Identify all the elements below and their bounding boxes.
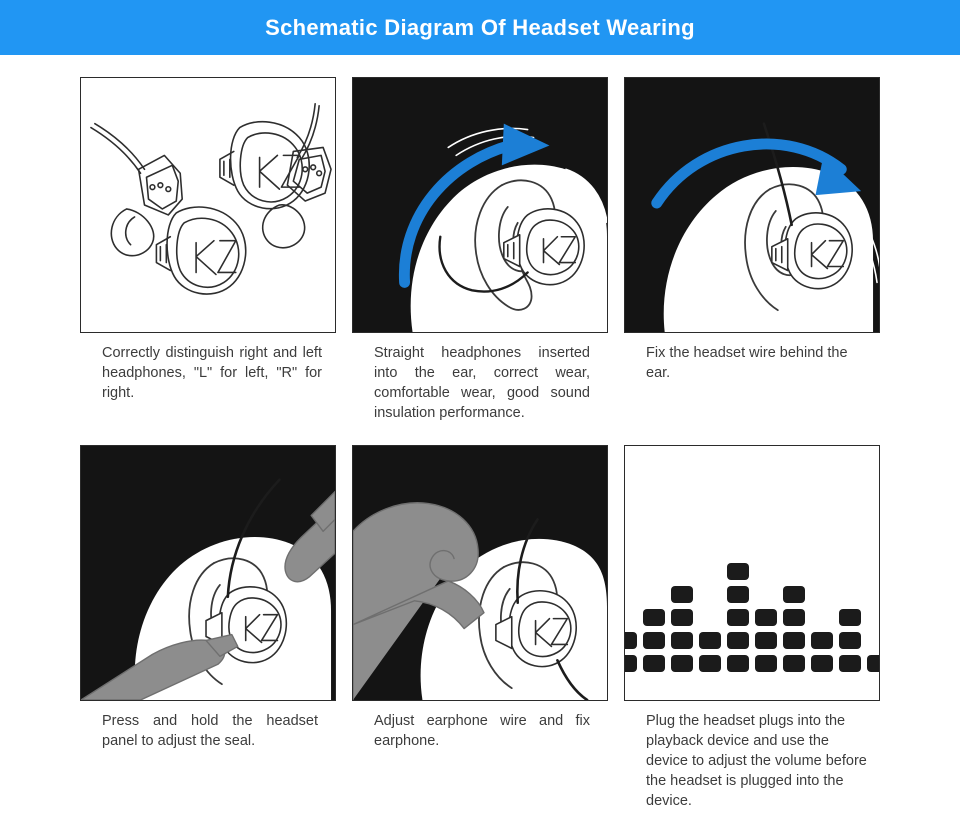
step-card-6 (624, 445, 880, 811)
step-card-1 (80, 77, 336, 423)
step-caption-1: Correctly distinguish right and left headphones, "L" for left, "R" for right. (102, 345, 322, 401)
step-image-1 (80, 77, 336, 333)
equalizer-column (643, 609, 665, 672)
equalizer-block (643, 632, 665, 649)
equalizer-block (727, 655, 749, 672)
equalizer-column (811, 632, 833, 672)
equalizer-block (783, 655, 805, 672)
equalizer-graphic (625, 563, 879, 672)
equalizer-block (811, 655, 833, 672)
step-card-5 (352, 445, 608, 811)
step-card-3 (624, 77, 880, 423)
insert-earphone-illustration (353, 78, 607, 332)
equalizer-block (624, 655, 637, 672)
step-image-2 (352, 77, 608, 333)
step-caption-5: Adjust earphone wire and fix earphone. (374, 713, 590, 749)
equalizer-block (671, 586, 693, 603)
equalizer-block (867, 655, 880, 672)
headphones-pair-illustration (81, 78, 335, 332)
equalizer-block (783, 632, 805, 649)
equalizer-block (755, 655, 777, 672)
equalizer-block (671, 609, 693, 626)
equalizer-column (783, 586, 805, 672)
step-image-6 (624, 445, 880, 701)
step-card-2 (352, 77, 608, 423)
equalizer-block (643, 655, 665, 672)
steps-grid (0, 55, 960, 811)
equalizer-block (643, 609, 665, 626)
equalizer-block (624, 632, 637, 649)
equalizer-block (811, 632, 833, 649)
header-bar (0, 0, 960, 55)
equalizer-block (699, 632, 721, 649)
steps-row-2 (80, 445, 880, 811)
equalizer-block (755, 609, 777, 626)
equalizer-block (783, 609, 805, 626)
step-image-4 (80, 445, 336, 701)
step-image-3 (624, 77, 880, 333)
equalizer-block (699, 655, 721, 672)
equalizer-block (727, 609, 749, 626)
step-caption-2: Straight headphones inserted into the ear, correct wear, comfortable wear, good sound insulation performance. (374, 345, 590, 421)
equalizer-column (671, 586, 693, 672)
equalizer-column (699, 632, 721, 672)
press-panel-illustration (81, 446, 335, 700)
equalizer-block (839, 609, 861, 626)
equalizer-block (839, 632, 861, 649)
equalizer-block (755, 632, 777, 649)
equalizer-block (839, 655, 861, 672)
equalizer-column (624, 632, 637, 672)
equalizer-block (783, 586, 805, 603)
wire-behind-ear-illustration (625, 78, 879, 332)
step-caption-6: Plug the headset plugs into the playback device and use the device to adjust the volume before the headset is plugged into the device. (646, 713, 867, 809)
step-caption-3: Fix the headset wire behind the ear. (646, 345, 848, 381)
equalizer-block (727, 563, 749, 580)
equalizer-column (867, 655, 880, 672)
equalizer-block (727, 632, 749, 649)
equalizer-column (839, 609, 861, 672)
step-image-5 (352, 445, 608, 701)
steps-row-1 (80, 77, 880, 423)
equalizer-column (727, 563, 749, 672)
equalizer-block (671, 632, 693, 649)
adjust-wire-illustration (353, 446, 607, 700)
step-card-4 (80, 445, 336, 811)
equalizer-block (727, 586, 749, 603)
equalizer-column (755, 609, 777, 672)
equalizer-block (671, 655, 693, 672)
page-title: Schematic Diagram Of Headset Wearing (265, 14, 695, 40)
step-caption-4: Press and hold the headset panel to adjust the seal. (102, 713, 318, 749)
